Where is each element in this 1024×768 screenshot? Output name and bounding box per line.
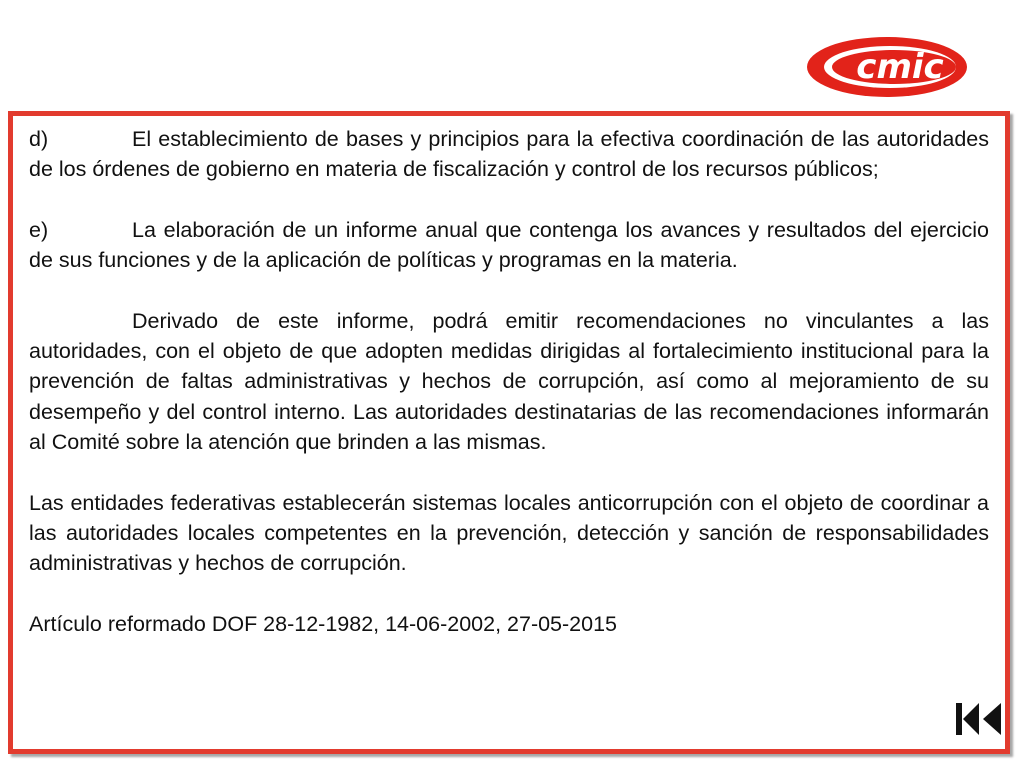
item-e	[29, 215, 989, 276]
content-frame	[8, 111, 1010, 754]
item-e-marker: e)	[29, 217, 49, 242]
paragraph-derivado-text: Derivado de este informe, podrá emitir recomendaciones no vinculantes a las autoridades, con el objeto de que adopten medidas dirigidas al fortalecimiento institucional para la prevención de faltas administrativas y hechos de corrupción, así como al mejoramiento de su desempeño y del control interno. Las autoridades destinatarias de las recomendaciones informarán al Comité sobre la atención que brinden a las mismas.	[29, 308, 989, 454]
item-e-text: La elaboración de un informe anual que contenga los avances y resultados del ejercicio de sus funciones y de la aplicación de políticas y programas en la materia.	[29, 217, 989, 273]
item-d-marker: d)	[29, 127, 49, 151]
item-d	[29, 124, 989, 185]
document-body	[29, 124, 989, 669]
skip-to-first-icon[interactable]	[955, 702, 1003, 736]
paragraph-entidades: Las entidades federativas establecerán sistemas locales anticorrupción con el objeto de coordinar a las autoridades locales competentes en la prevención, detección y sanción de responsabilidades administrativas y hechos de corrupción.	[29, 490, 989, 576]
item-d-text: El establecimiento de bases y principios para la efectiva coordinación de las autoridades de los órdenes de gobierno en materia de fiscalización y control de los recursos públicos;	[29, 127, 989, 182]
logo-text: cmic	[856, 47, 944, 87]
paragraph-derivado	[29, 306, 989, 457]
cmic-logo	[806, 36, 968, 98]
reform-note: Artículo reformado DOF 28-12-1982, 14-06-2002, 27-05-2015	[29, 611, 618, 636]
